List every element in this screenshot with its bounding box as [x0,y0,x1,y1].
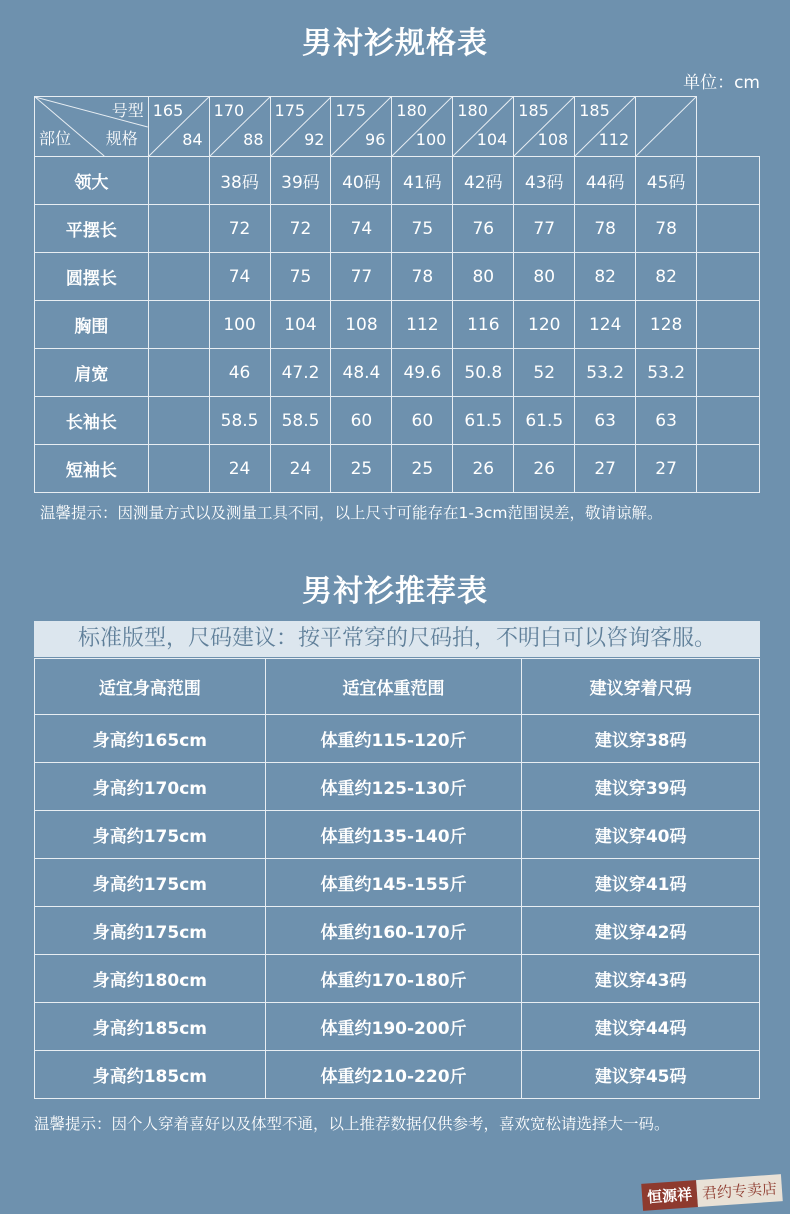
spec-row-label: 领大 [35,157,149,205]
spec-empty-diag-cell [636,97,697,157]
size-height: 175 [335,101,367,120]
spec-blank-cell [697,253,760,301]
size-header-cell [209,97,270,157]
spec-row [35,445,760,493]
spec-value-cell: 58.5 [209,397,270,445]
spec-blank-cell [148,157,209,205]
spec-row [35,397,760,445]
spec-row-label: 平摆长 [35,205,149,253]
spec-blank-cell [148,445,209,493]
spec-value-cell: 74 [209,253,270,301]
spec-row-label: 短袖长 [35,445,149,493]
spec-blank-cell [697,301,760,349]
spec-value-cell: 58.5 [270,397,331,445]
size-height: 175 [274,101,306,120]
rec-row [35,1051,760,1099]
spec-value-cell: 40码 [331,157,392,205]
size-header-cell [270,97,331,157]
store-name: 君约专卖店 [696,1174,783,1207]
rec-height-cell: 身高约165cm [35,715,266,763]
spec-row [35,205,760,253]
rec-header-weight: 适宜体重范围 [265,659,522,715]
size-chest: 92 [304,130,325,149]
rec-height-cell: 身高约185cm [35,1051,266,1099]
spec-row [35,301,760,349]
spec-value-cell: 45码 [636,157,697,205]
spec-value-cell: 80 [453,253,514,301]
spec-value-cell: 24 [270,445,331,493]
spec-value-cell: 39码 [270,157,331,205]
spec-header-row [35,97,760,157]
spec-value-cell: 52 [514,349,575,397]
rec-height-cell: 身高约175cm [35,859,266,907]
spec-value-cell: 61.5 [514,397,575,445]
spec-value-cell: 77 [331,253,392,301]
rec-weight-cell: 体重约125-130斤 [265,763,522,811]
spec-value-cell: 60 [331,397,392,445]
rec-header-row [35,659,760,715]
rec-weight-cell: 体重约135-140斤 [265,811,522,859]
spec-row [35,253,760,301]
spec-value-cell: 116 [453,301,514,349]
rec-size-cell: 建议穿45码 [522,1051,760,1099]
rec-weight-cell: 体重约170-180斤 [265,955,522,1003]
rec-size-cell: 建议穿42码 [522,907,760,955]
spec-note: 温馨提示：因测量方式以及测量工具不同，以上尺寸可能存在1-3cm范围误差，敬请谅解。 [40,504,663,522]
spec-value-cell: 41码 [392,157,453,205]
rec-weight-cell: 体重约160-170斤 [265,907,522,955]
size-header-cell [331,97,392,157]
corner-spec-label: 规格 [105,129,138,148]
spec-value-cell: 53.2 [636,349,697,397]
rec-row [35,715,760,763]
spec-row [35,349,760,397]
spec-value-cell: 72 [209,205,270,253]
rec-weight-cell: 体重约210-220斤 [265,1051,522,1099]
spec-value-cell: 75 [270,253,331,301]
spec-value-cell: 104 [270,301,331,349]
spec-row-label: 肩宽 [35,349,149,397]
spec-blank-cell [697,205,760,253]
spec-value-cell: 78 [636,205,697,253]
rec-height-cell: 身高约180cm [35,955,266,1003]
spec-value-cell: 27 [575,445,636,493]
spec-value-cell: 48.4 [331,349,392,397]
rec-height-cell: 身高约170cm [35,763,266,811]
brand-logo [641,1174,783,1211]
spec-blank-cell [148,205,209,253]
size-height: 185 [579,101,610,120]
spec-row [35,157,760,205]
spec-value-cell: 76 [453,205,514,253]
rec-row [35,955,760,1003]
size-chest: 108 [537,130,569,149]
rec-weight-cell: 体重约190-200斤 [265,1003,522,1051]
empty-cell-diagonal [636,97,696,156]
spec-value-cell: 72 [270,205,331,253]
spec-value-cell: 82 [575,253,636,301]
size-height: 185 [518,101,549,120]
corner-part-label: 部位 [39,129,72,148]
spec-value-cell: 100 [209,301,270,349]
unit-label: 单位：cm [683,73,760,93]
spec-blank-cell [697,157,760,205]
brand-name: 恒源祥 [641,1180,698,1211]
rec-size-cell: 建议穿39码 [522,763,760,811]
size-header-cell [514,97,575,157]
spec-row-label: 圆摆长 [35,253,149,301]
spec-value-cell: 24 [209,445,270,493]
size-height: 180 [396,101,427,120]
rec-weight-cell: 体重约115-120斤 [265,715,522,763]
spec-value-cell: 120 [514,301,575,349]
rec-weight-cell: 体重约145-155斤 [265,859,522,907]
spec-value-cell: 38码 [209,157,270,205]
rec-row [35,763,760,811]
spec-table [34,96,760,493]
size-chest: 100 [415,130,447,149]
spec-value-cell: 61.5 [453,397,514,445]
spec-blank-cell [697,397,760,445]
spec-value-cell: 80 [514,253,575,301]
size-chest: 112 [598,130,630,149]
size-header-cell [148,97,209,157]
size-header-cell [453,97,514,157]
spec-value-cell: 60 [392,397,453,445]
spec-value-cell: 108 [331,301,392,349]
rec-height-cell: 身高约175cm [35,811,266,859]
spec-value-cell: 74 [331,205,392,253]
rec-size-cell: 建议穿44码 [522,1003,760,1051]
spec-value-cell: 42码 [453,157,514,205]
size-header-cell [575,97,636,157]
spec-value-cell: 43码 [514,157,575,205]
spec-corner-cell [35,97,149,157]
spec-value-cell: 124 [575,301,636,349]
spec-blank-cell [148,397,209,445]
size-height: 180 [457,101,488,120]
spec-value-cell: 26 [453,445,514,493]
size-header-cell [392,97,453,157]
spec-value-cell: 25 [392,445,453,493]
spec-value-cell: 82 [636,253,697,301]
size-chest: 104 [476,130,508,149]
spec-row-label: 长袖长 [35,397,149,445]
spec-value-cell: 25 [331,445,392,493]
size-height: 170 [213,101,245,120]
size-chest: 88 [243,130,264,149]
rec-height-cell: 身高约185cm [35,1003,266,1051]
rec-row [35,811,760,859]
spec-value-cell: 63 [636,397,697,445]
spec-value-cell: 46 [209,349,270,397]
spec-row-label: 胸围 [35,301,149,349]
spec-value-cell: 128 [636,301,697,349]
rec-size-cell: 建议穿40码 [522,811,760,859]
recommend-table [34,658,760,1099]
spec-table-body [35,97,760,493]
spec-value-cell: 78 [392,253,453,301]
rec-row [35,907,760,955]
rec-header-size: 建议穿着尺码 [522,659,760,715]
recommend-table-body [35,659,760,1099]
spec-value-cell: 27 [636,445,697,493]
rec-note: 温馨提示：因个人穿着喜好以及体型不通，以上推荐数据仅供参考，喜欢宽松请选择大一码。 [34,1115,670,1133]
spec-value-cell: 78 [575,205,636,253]
rec-row [35,859,760,907]
spec-value-cell: 49.6 [392,349,453,397]
rec-size-cell: 建议穿38码 [522,715,760,763]
size-height: 165 [152,101,184,120]
spec-value-cell: 53.2 [575,349,636,397]
rec-size-cell: 建议穿41码 [522,859,760,907]
spec-blank-cell [697,349,760,397]
rec-height-cell: 身高约175cm [35,907,266,955]
rec-size-cell: 建议穿43码 [522,955,760,1003]
spec-blank-cell [148,349,209,397]
spec-value-cell: 75 [392,205,453,253]
spec-blank-cell [148,301,209,349]
size-chest: 84 [182,130,203,149]
size-advice-banner: 标准版型，尺码建议：按平常穿的尺码拍，不明白可以咨询客服。 [34,621,760,657]
spec-value-cell: 50.8 [453,349,514,397]
spec-value-cell: 26 [514,445,575,493]
rec-row [35,1003,760,1051]
spec-blank-cell [148,253,209,301]
spec-table-title: 男衬衫规格表 [302,26,488,61]
size-chest: 96 [365,130,386,149]
spec-value-cell: 44码 [575,157,636,205]
spec-value-cell: 47.2 [270,349,331,397]
spec-value-cell: 63 [575,397,636,445]
spec-value-cell: 77 [514,205,575,253]
rec-table-title: 男衬衫推荐表 [302,574,488,609]
rec-header-height: 适宜身高范围 [35,659,266,715]
spec-value-cell: 112 [392,301,453,349]
spec-blank-cell [697,445,760,493]
corner-model-label: 号型 [111,101,144,120]
